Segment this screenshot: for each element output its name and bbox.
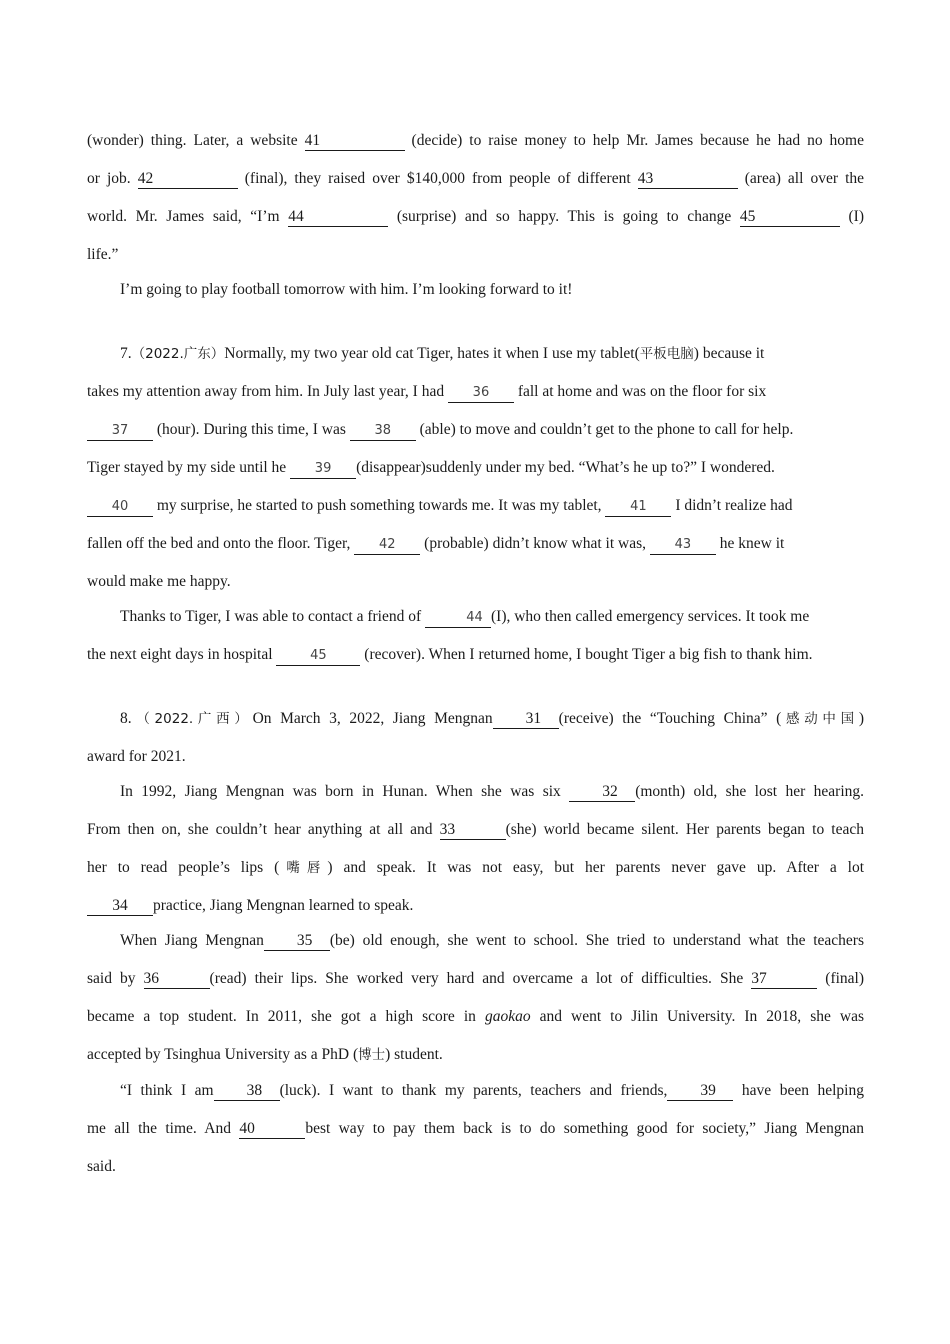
s7-line-6: fallen off the bed and onto the floor. Tiger, 42 (probable) didn’t know what it was, 43 he knew it	[87, 534, 864, 555]
blank-43[interactable]: 43	[650, 536, 716, 555]
s7-line-2: takes my attention away from him. In July last year, I had 36 fall at home and was on the floor for six	[87, 382, 864, 403]
s6-line-4: life.”	[87, 246, 119, 263]
blank-34[interactable]: 34	[87, 897, 153, 916]
source-tag: （2022.广西）	[131, 711, 253, 727]
s6-line-2: or job. 42 (final), they raised over $140,000 from people of different 43 (area) all over the	[87, 170, 865, 187]
s8-line-8: said by 36 (read) their lips. She worked very hard and overcame a lot of difficulties. She 37 (final)	[87, 970, 865, 987]
s7-line-3: 37 (hour). During this time, I was 38 (able) to move and couldn’t get to the phone to call for help.	[87, 420, 864, 441]
s8-line-2: award for 2021.	[87, 748, 186, 765]
s8-line-3: In 1992, Jiang Mengnan was born in Hunan. When she was six 32 (month) old, she lost her hearing.	[120, 783, 864, 800]
s7-line-5: 40 my surprise, he started to push something towards me. It was my tablet, 41 I didn’t realize had	[87, 496, 864, 517]
s6-line-3: world. Mr. James said, “I’m 44 (surprise) and so happy. This is going to change 45 (I)	[87, 208, 864, 225]
s8-line-11: “I think I am 38 (luck). I want to thank my parents, teachers and friends, 39 have been helping	[120, 1082, 864, 1099]
blank-41[interactable]: 41	[305, 132, 405, 151]
blank-45[interactable]: 45	[740, 208, 840, 227]
blank-37[interactable]: 37	[751, 970, 817, 989]
s8-line-10: accepted by Tsinghua University as a PhD (博士) student.	[87, 1046, 443, 1063]
source-tag: （2022.广东）	[131, 346, 225, 362]
blank-39[interactable]: 39	[290, 460, 356, 479]
blank-37[interactable]: 37	[87, 422, 153, 441]
s8-line-1: 8.（2022.广西）On March 3, 2022, Jiang Mengnan 31 (receive) the “Touching China” (感动中国)	[120, 710, 865, 727]
blank-43[interactable]: 43	[638, 170, 738, 189]
s7-line-9: the next eight days in hospital 45 (recover). When I returned home, I bought Tiger a big fish to thank him.	[87, 645, 864, 666]
s8-line-7: When Jiang Mengnan 35 (be) old enough, she went to school. She tried to understand what the teachers	[120, 932, 864, 949]
blank-40[interactable]: 40	[87, 498, 153, 517]
blank-38[interactable]: 38	[214, 1082, 280, 1101]
blank-42[interactable]: 42	[354, 536, 420, 555]
blank-45[interactable]: 45	[276, 647, 360, 666]
s8-line-12: me all the time. And 40 best way to pay them back is to do something good for society,” Jiang Mengnan	[87, 1120, 864, 1137]
s8-line-4: From then on, she couldn’t hear anything at all and 33 (she) world became silent. Her parents began to teach	[87, 821, 864, 838]
s7-line-1: 7.（2022.广东）Normally, my two year old cat Tiger, hates it when I use my tablet(平板电脑) because it	[120, 345, 765, 362]
s8-line-5: her to read people’s lips (嘴唇) and speak. It was not easy, but her parents never gave up. After a lot	[87, 859, 865, 876]
s7-line-8: Thanks to Tiger, I was able to contact a friend of 44 (I), who then called emergency services. It took me	[87, 607, 864, 628]
blank-40[interactable]: 40	[239, 1120, 305, 1139]
s7-line-7: would make me happy.	[87, 573, 231, 590]
question-number: 7.	[120, 345, 132, 362]
blank-33[interactable]: 33	[440, 821, 506, 840]
blank-44[interactable]: 44	[425, 609, 491, 628]
blank-32[interactable]: 32	[569, 783, 635, 802]
blank-35[interactable]: 35	[264, 932, 330, 951]
blank-36[interactable]: 36	[448, 384, 514, 403]
s8-line-13: said.	[87, 1158, 116, 1175]
blank-41[interactable]: 41	[605, 498, 671, 517]
s7-line-4: Tiger stayed by my side until he 39 (disappear)suddenly under my bed. “What’s he up to?” I wondered.	[87, 458, 864, 479]
s8-line-9: became a top student. In 2011, she got a high score in gaokao and went to Jilin University. In 2018, she was	[87, 1008, 864, 1025]
s6-line-1: (wonder) thing. Later, a website 41 (decide) to raise money to help Mr. James because he had no home	[87, 132, 864, 149]
blank-39[interactable]: 39	[667, 1082, 733, 1101]
blank-44[interactable]: 44	[288, 208, 388, 227]
blank-42[interactable]: 42	[138, 170, 238, 189]
blank-31[interactable]: 31	[493, 710, 559, 729]
question-number: 8.	[120, 710, 132, 727]
blank-38[interactable]: 38	[350, 422, 416, 441]
blank-36[interactable]: 36	[144, 970, 210, 989]
s8-line-6: 34 practice, Jiang Mengnan learned to speak.	[87, 896, 864, 916]
s6-line-5: I’m going to play football tomorrow with him. I’m looking forward to it!	[120, 281, 573, 298]
